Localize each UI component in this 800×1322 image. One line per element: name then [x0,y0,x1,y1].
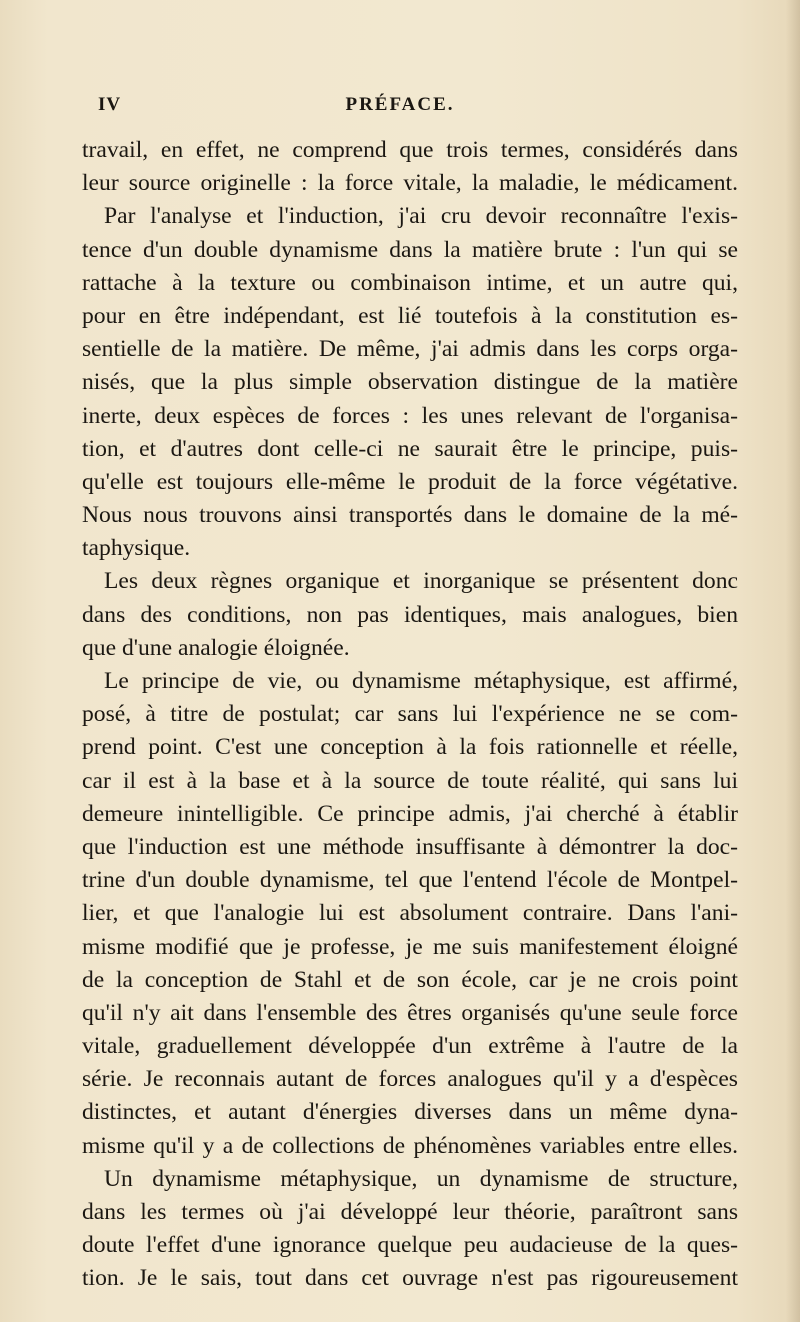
text-line: qu'il n'y ait dans l'ensemble des êtres organisés qu'une seule force [82,999,738,1026]
text-line: tion, et d'autres dont celle-ci ne saurait être le principe, puis- [82,435,738,462]
text-line: Le principe de vie, ou dynamisme métaphysique, est affirmé, [104,668,738,694]
text-line: leur source originelle : la force vitale, la maladie, le médicament. [82,170,738,197]
body-text [82,134,738,1296]
text-line: misme qu'il y a de collections de phénomènes variables entre elles. [82,1132,738,1159]
text-line: nisés, que la plus simple observation distingue de la matière [82,369,738,396]
text-line: de la conception de Stahl et de son école, car je ne crois point [82,966,738,993]
page-edge-shadow [786,0,800,1322]
text-line: lier, et que l'analogie lui est absolument contraire. Dans l'ani- [82,900,738,927]
text-line: car il est à la base et à la source de toute réalité, qui sans lui [82,767,738,794]
text-line: vitale, graduellement développée d'un extrême à l'autre de la [82,1033,738,1060]
text-line: tence d'un double dynamisme dans la matière brute : l'un qui se [82,236,738,263]
text-line: que d'une analogie éloignée. [82,634,350,661]
text-line: dans les termes où j'ai développé leur théorie, paraîtront sans [82,1199,738,1225]
text-line: doute l'effet d'une ignorance quelque peu audacieuse de la ques- [82,1232,738,1259]
running-header [60,94,740,124]
text-line: rattache à la texture ou combinaison intime, et un autre qui, [82,269,738,296]
text-line: distinctes, et autant d'énergies diverses dans un même dyna- [82,1099,738,1126]
text-line: dans des conditions, non pas identiques, mais analogues, bien [82,601,738,628]
text-line: Les deux règnes organique et inorganique se présentent donc [104,568,738,595]
text-line: Nous nous trouvons ainsi transportés dans le domaine de la mé- [82,502,738,529]
running-title: PRÉFACE. [345,94,455,115]
text-line: travail, en effet, ne comprend que trois termes, considérés dans [82,137,738,163]
text-line: série. Je reconnais autant de forces analogues qu'il y a d'espèces [82,1066,738,1093]
text-line: inerte, deux espèces de forces : les unes relevant de l'organisa- [82,402,738,429]
text-line: posé, à titre de postulat; car sans lui l'expérience ne se com- [82,701,738,728]
page-number: IV [98,94,122,115]
text-line: tion. Je le sais, tout dans cet ouvrage n'est pas rigoureusement [82,1265,738,1292]
text-line: pour en être indépendant, est lié toutefois à la constitution es- [82,302,738,329]
text-line: misme modifié que je professe, je me suis manifestement éloigné [82,933,738,960]
text-line: Par l'analyse et l'induction, j'ai cru devoir reconnaître l'exis- [104,203,738,230]
text-line: prend point. C'est une conception à la fois rationnelle et réelle, [82,734,738,761]
text-line: demeure inintelligible. Ce principe admis, j'ai cherché à établir [82,800,738,827]
text-line: que l'induction est une méthode insuffisante à démontrer la doc- [82,833,738,860]
text-line: taphysique. [82,535,191,562]
text-line: sentielle de la matière. De même, j'ai admis dans les corps orga- [82,336,738,363]
text-line: Un dynamisme métaphysique, un dynamisme de structure, [104,1165,738,1192]
text-line: qu'elle est toujours elle-même le produit de la force végétative. [82,468,738,495]
text-line: trine d'un double dynamisme, tel que l'entend l'école de Montpel- [82,867,738,894]
